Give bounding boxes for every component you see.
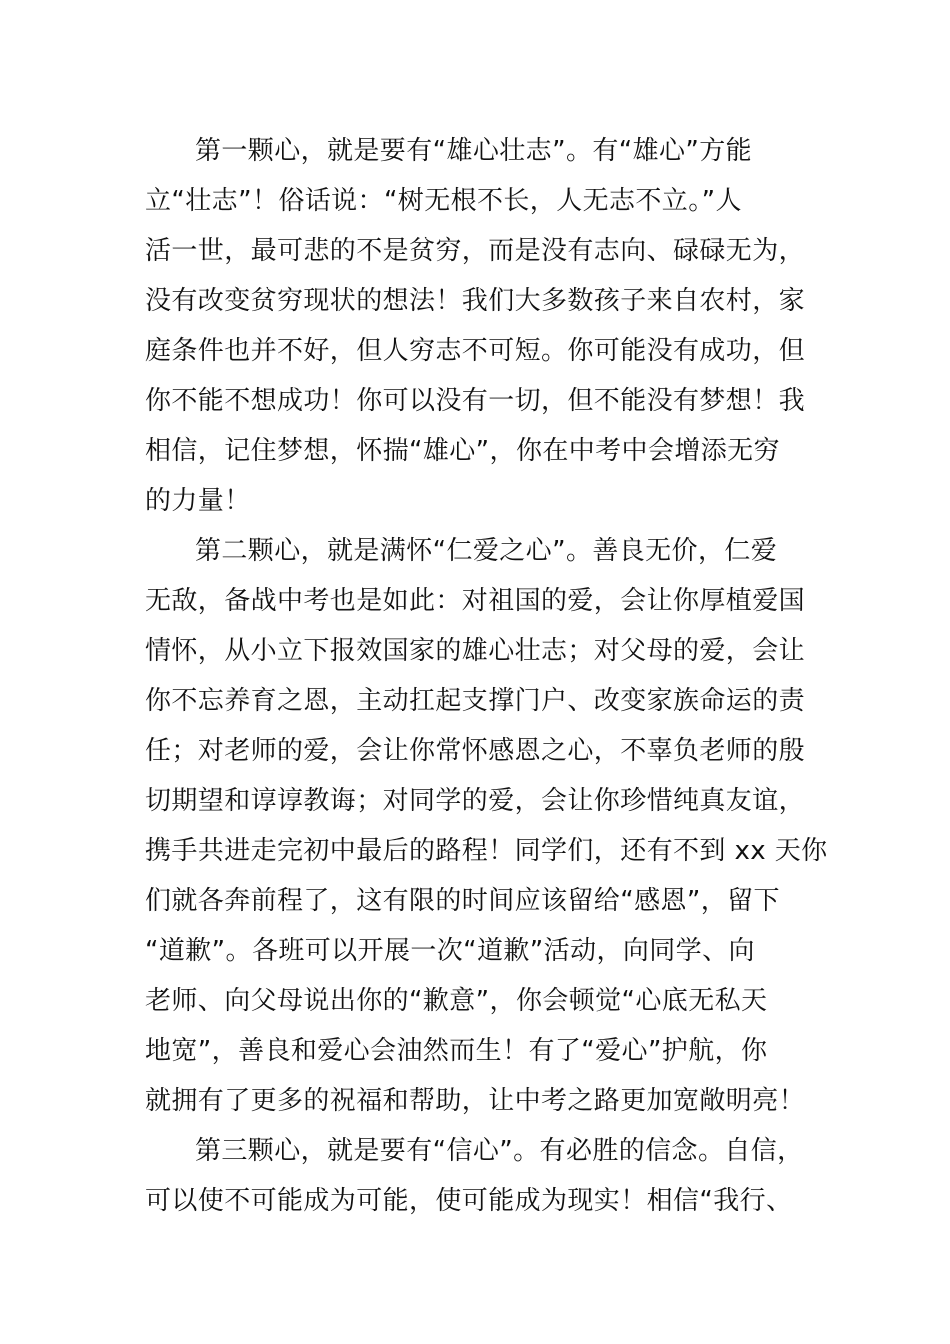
paragraph-2-line-1: 第二颗心，就是满怀“仁爱之心”。善良无价，仁爱 [195,536,778,566]
paragraph-1-line-8: 的力量！ [145,486,251,516]
paragraph-2-line-2: 无敌，备战中考也是如此：对祖国的爱，会让你厚植爱国 [145,586,806,616]
paragraph-1-line-7: 相信，记住梦想，怀揣“雄心”，你在中考中会增添无穷 [145,436,780,466]
paragraph-2-line-8: 们就各奔前程了，这有限的时间应该留给“感恩”，留下 [145,886,780,916]
paragraph-2-line-12: 就拥有了更多的祝福和帮助，让中考之路更加宽敞明亮！ [145,1086,806,1116]
paragraph-1-line-3: 活一世，最可悲的不是贫穷，而是没有志向、碌碌无为， [145,236,806,266]
paragraph-2-line-9: “道歉”。各班可以开展一次“道歉”活动，向同学、向 [145,936,755,966]
paragraph-3-line-2: 可以使不可能成为可能，使可能成为现实！相信“我行、 [145,1186,793,1216]
paragraph-2-line-5: 任；对老师的爱，会让你常怀感恩之心，不辜负老师的殷 [145,736,806,766]
paragraph-2-line-10: 老师、向父母说出你的“歉意”，你会顿觉“心底无私天 [145,986,768,1016]
paragraph-2-line-11: 地宽”，善良和爱心会油然而生！有了“爱心”护航，你 [145,1036,768,1066]
paragraph-3-line-1: 第三颗心，就是要有“信心”。有必胜的信念。自信， [195,1136,804,1166]
paragraph-1-line-4: 没有改变贫穷现状的想法！我们大多数孩子来自农村，家 [145,286,806,316]
paragraph-1-line-5: 庭条件也并不好，但人穷志不可短。你可能没有成功，但 [145,336,806,366]
paragraph-1-line-6: 你不能不想成功！你可以没有一切，但不能没有梦想！我 [145,386,806,416]
paragraph-1-line-2: 立“壮志”！俗话说：“树无根不长，人无志不立。”人 [145,186,742,216]
paragraph-2-line-7: 携手共进走完初中最后的路程！同学们，还有不到 xx 天你 [145,836,828,866]
paragraph-2-line-3: 情怀，从小立下报效国家的雄心壮志；对父母的爱，会让 [145,636,806,666]
paragraph-2-line-4: 你不忘养育之恩，主动扛起支撑门户、改变家族命运的责 [145,686,806,716]
paragraph-1-line-1: 第一颗心，就是要有“雄心壮志”。有“雄心”方能 [195,136,753,166]
paragraph-2-line-6: 切期望和谆谆教诲；对同学的爱，会让你珍惜纯真友谊， [145,786,806,816]
